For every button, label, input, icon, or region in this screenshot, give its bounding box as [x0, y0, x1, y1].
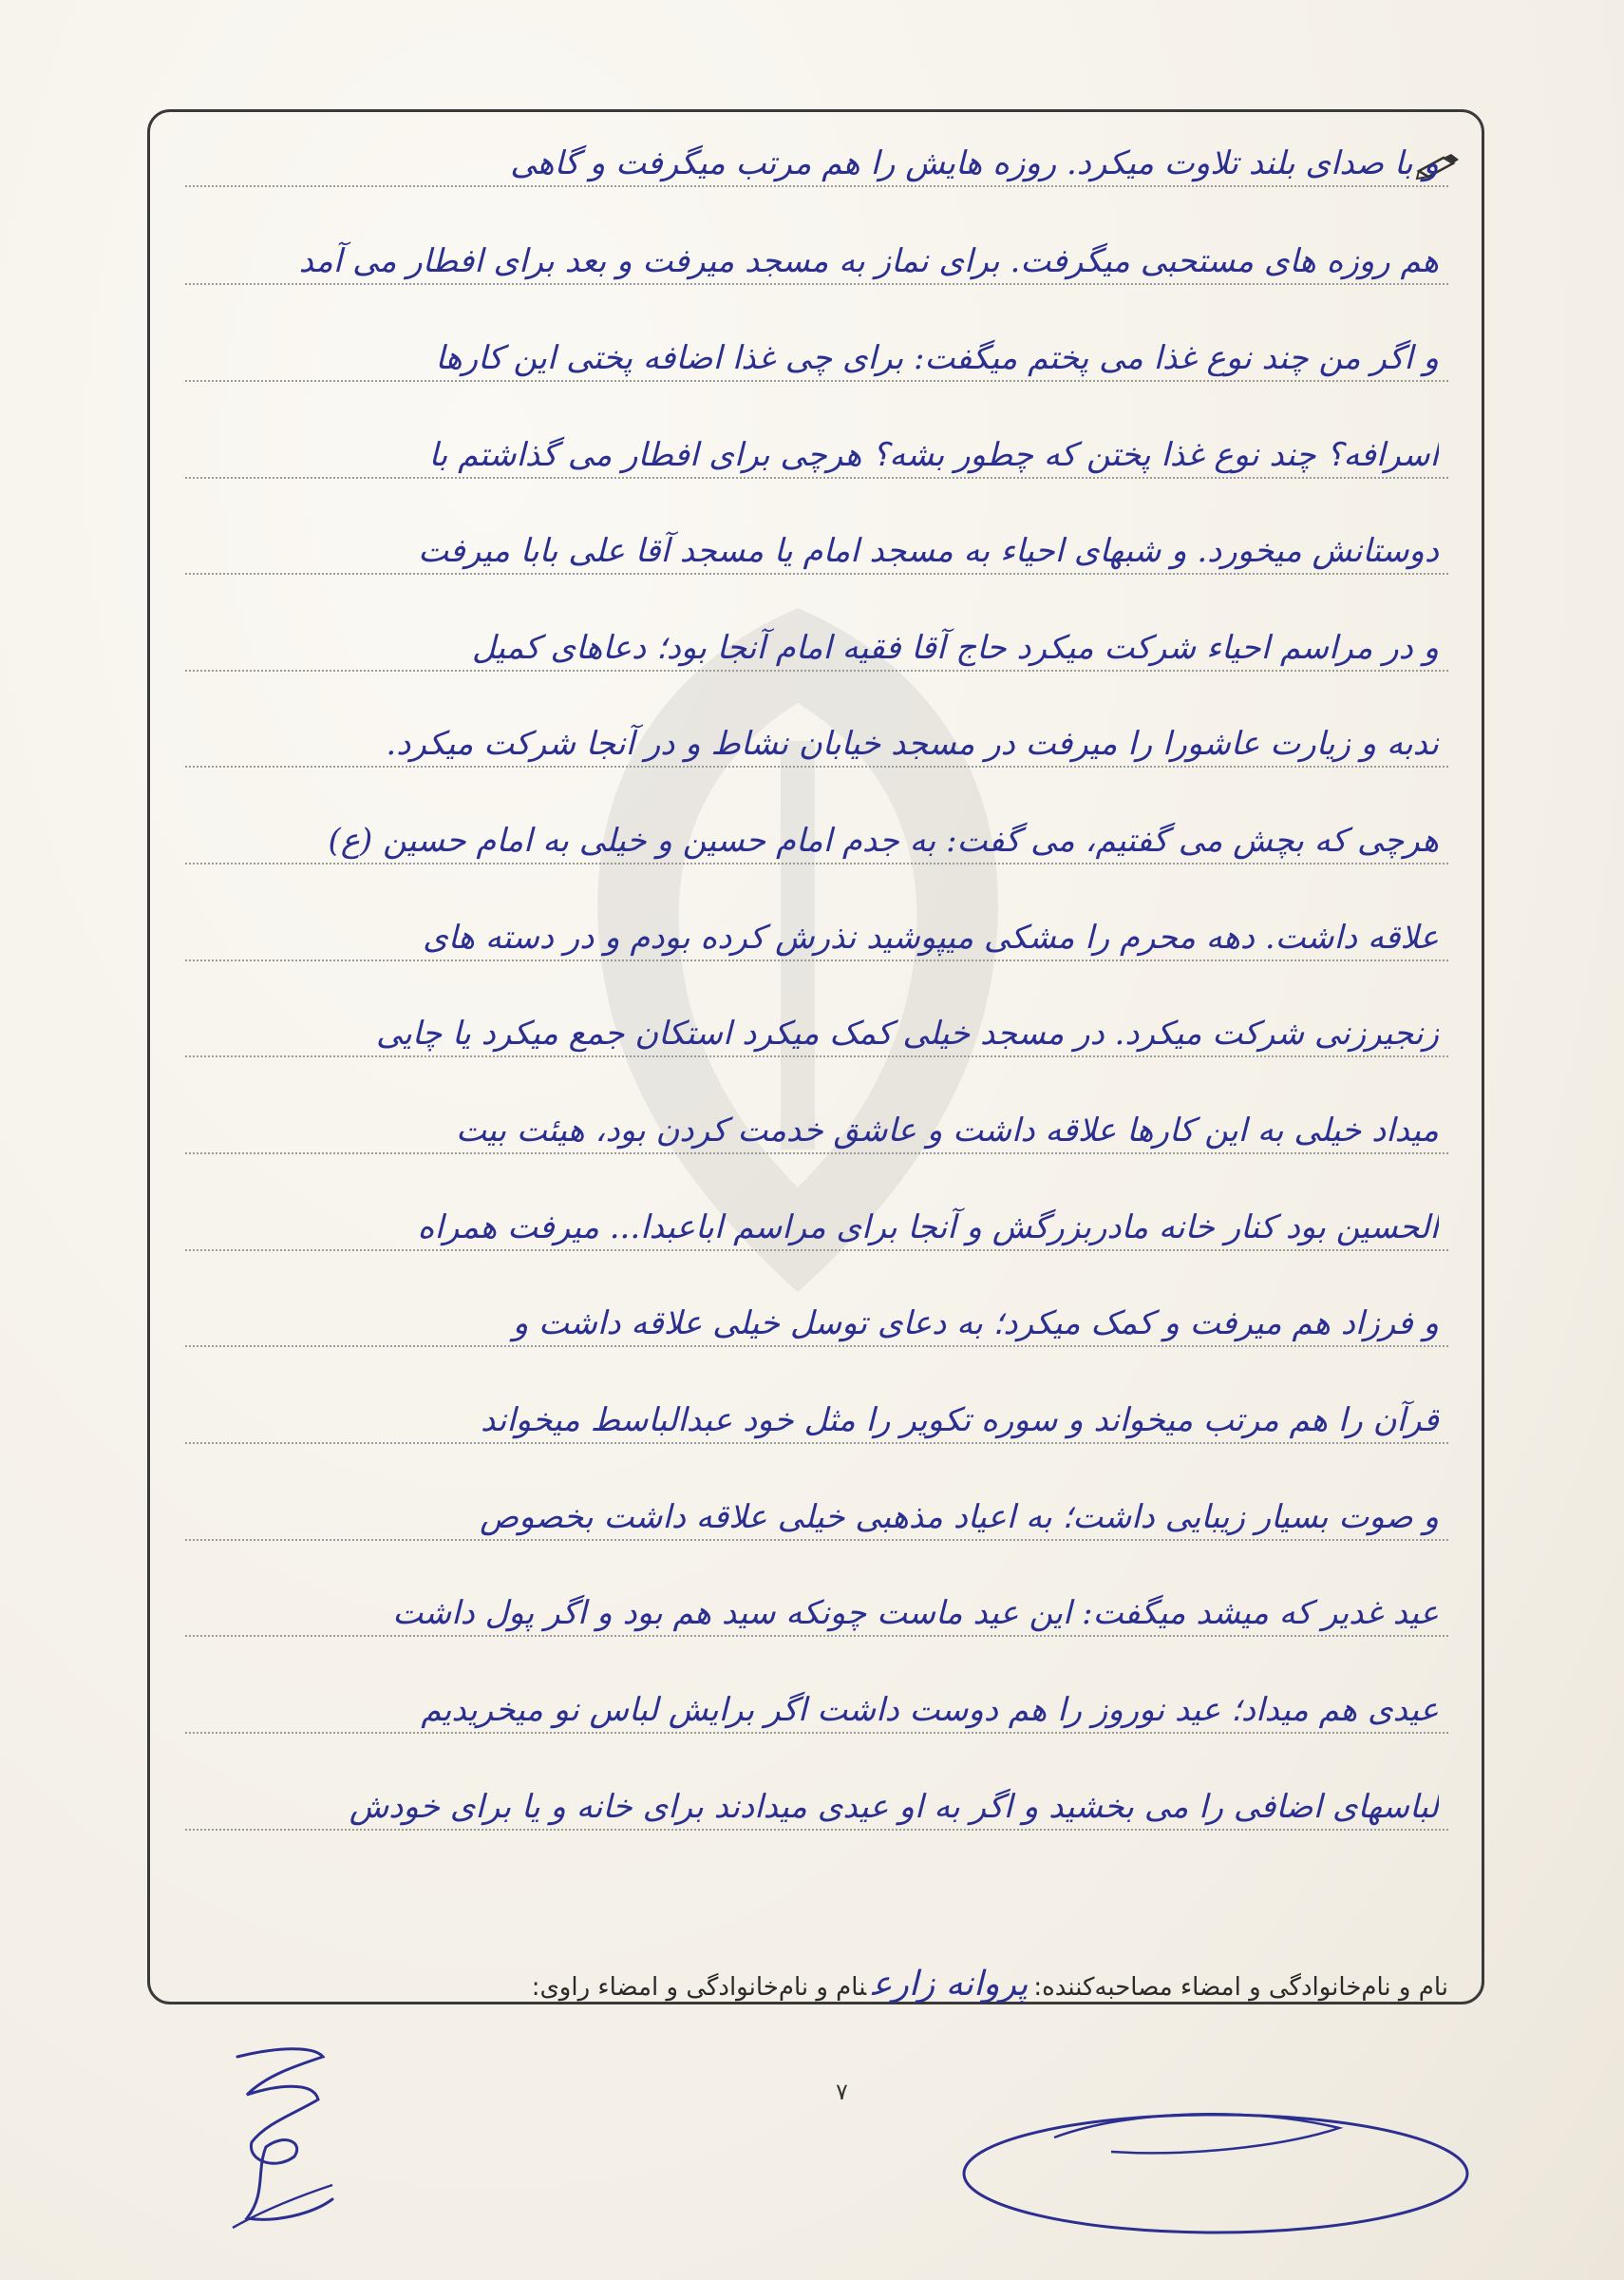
text-line: عید غدیر که میشد میگفت: این عید ماست چونکه سید هم بود و اگر پول داشت: [185, 1568, 1448, 1654]
interviewer-name: پروانه زارع: [872, 1965, 1029, 2004]
text-line: الحسین بود کنار خانه مادربزرگش و آنجا برای مراسم اباعبدا... میرفت همراه: [185, 1183, 1448, 1268]
text-line: و در مراسم احیاء شرکت میکرد حاج آقا فقیه امام آنجا بود؛ دعاهای کمیل: [185, 603, 1448, 689]
text-line: دوستانش میخورد. و شبهای احیاء به مسجد امام یا مسجد آقا علی بابا میرفت: [185, 506, 1448, 592]
text-line: علاقه داشت. دهه محرم را مشکی میپوشید نذرش کرده بودم و در دسته های: [185, 893, 1448, 978]
text-line: عیدی هم میداد؛ عید نوروز را هم دوست داشت اگر برایش لباس نو میخریدیم: [185, 1665, 1448, 1751]
text-line: ندبه و زیارت عاشورا را میرفت در مسجد خیابان نشاط و در آنجا شرکت میکرد.: [185, 699, 1448, 785]
footer-signature-row: [176, 1965, 1448, 2003]
text-line: اسرافه؟ چند نوع غذا پختن که چطور بشه؟ هرچی برای افطار می گذاشتم با: [185, 410, 1448, 496]
narrator-signature: [209, 2028, 351, 2237]
interviewer-signature: [940, 2100, 1472, 2242]
narrator-label: نام و نام‌خانوادگی و امضاء راوی:: [531, 1973, 867, 2002]
text-line: و با صدای بلند تلاوت میکرد. روزه هایش را هم مرتب میگرفت و گاهی: [185, 119, 1448, 204]
text-line: لباسهای اضافی را می بخشید و اگر به او عیدی میدادند برای خانه و یا برای خودش: [185, 1762, 1448, 1848]
text-line: و فرزاد هم میرفت و کمک میکرد؛ به دعای توسل خیلی علاقه داشت و: [185, 1279, 1448, 1364]
text-line: هرچی که بچش می گفتیم، می گفت: به جدم امام حسین و خیلی به امام حسین (ع): [185, 796, 1448, 882]
text-line: و اگر من چند نوع غذا می پختم میگفت: برای چی غذا اضافه پختی این کارها: [185, 314, 1448, 399]
text-line: هم روزه های مستحبی میگرفت. برای نماز به مسجد میرفت و بعد برای افطار می آمد: [185, 217, 1448, 302]
text-line: زنجیرزنی شرکت میکرد. در مسجد خیلی کمک میکرد استکان جمع میکرد یا چایی: [185, 989, 1448, 1074]
text-line: و صوت بسیار زیبایی داشت؛ به اعیاد مذهبی خیلی علاقه داشت بخصوص: [185, 1472, 1448, 1558]
text-line: قرآن را هم مرتب میخواند و سوره تکویر را مثل خود عبدالباسط میخواند: [185, 1376, 1448, 1461]
interviewer-label: نام و نام‌خانوادگی و امضاء مصاحبه‌کننده:: [1033, 1973, 1448, 2002]
page-number: ۷: [836, 2079, 848, 2105]
text-line: میداد خیلی به این کارها علاقه داشت و عاشق خدمت کردن بود، هیئت بیت: [185, 1086, 1448, 1171]
